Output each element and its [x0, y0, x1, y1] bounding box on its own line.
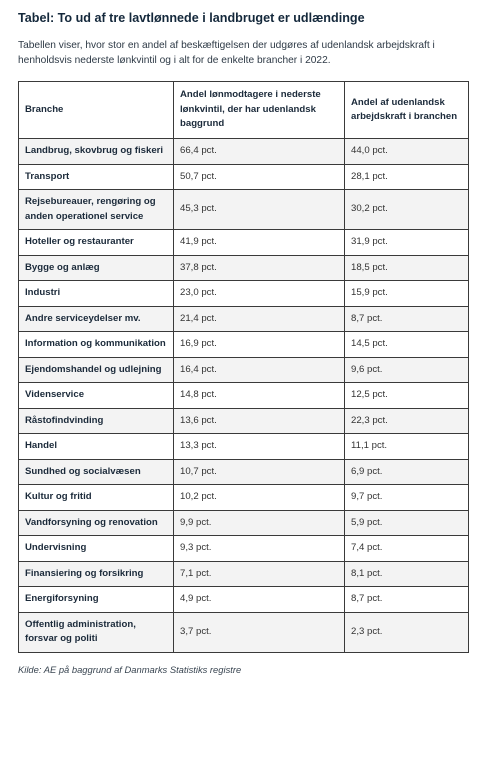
cell-share: 2,3 pct. [345, 612, 469, 652]
cell-branche: Ejendomshandel og udlejning [19, 357, 174, 383]
cell-lowest-quintile: 16,4 pct. [174, 357, 345, 383]
cell-lowest-quintile: 21,4 pct. [174, 306, 345, 332]
table-row [19, 281, 469, 307]
cell-share: 28,1 pct. [345, 164, 469, 190]
table-row [19, 230, 469, 256]
table-row [19, 510, 469, 536]
cell-lowest-quintile: 14,8 pct. [174, 383, 345, 409]
table-row [19, 434, 469, 460]
table-row [19, 561, 469, 587]
cell-lowest-quintile: 41,9 pct. [174, 230, 345, 256]
source-note: Kilde: AE på baggrund af Danmarks Statistiks registre [18, 663, 242, 675]
cell-branche: Information og kommunikation [19, 332, 174, 358]
cell-lowest-quintile: 10,2 pct. [174, 485, 345, 511]
table-row [19, 587, 469, 613]
cell-lowest-quintile: 45,3 pct. [174, 190, 345, 230]
cell-lowest-quintile: 9,9 pct. [174, 510, 345, 536]
cell-share: 14,5 pct. [345, 332, 469, 358]
table-row [19, 459, 469, 485]
table-row [19, 357, 469, 383]
cell-branche: Undervisning [19, 536, 174, 562]
column-header-share: Andel af udenlandsk arbejdskraft i branchen [345, 82, 469, 139]
cell-share: 31,9 pct. [345, 230, 469, 256]
cell-lowest-quintile: 50,7 pct. [174, 164, 345, 190]
table-row [19, 485, 469, 511]
cell-share: 15,9 pct. [345, 281, 469, 307]
cell-lowest-quintile: 13,6 pct. [174, 408, 345, 434]
cell-share: 6,9 pct. [345, 459, 469, 485]
table-row [19, 306, 469, 332]
cell-share: 22,3 pct. [345, 408, 469, 434]
cell-branche: Råstofindvinding [19, 408, 174, 434]
table-row [19, 255, 469, 281]
cell-share: 12,5 pct. [345, 383, 469, 409]
cell-branche: Kultur og fritid [19, 485, 174, 511]
cell-branche: Andre serviceydelser mv. [19, 306, 174, 332]
table-row [19, 139, 469, 165]
cell-lowest-quintile: 16,9 pct. [174, 332, 345, 358]
cell-branche: Transport [19, 164, 174, 190]
cell-share: 8,1 pct. [345, 561, 469, 587]
cell-share: 9,7 pct. [345, 485, 469, 511]
cell-share: 9,6 pct. [345, 357, 469, 383]
article-table-block [18, 10, 468, 675]
column-header-branche: Branche [19, 82, 174, 139]
cell-share: 18,5 pct. [345, 255, 469, 281]
cell-share: 30,2 pct. [345, 190, 469, 230]
cell-share: 8,7 pct. [345, 587, 469, 613]
cell-share: 11,1 pct. [345, 434, 469, 460]
column-header-lowest-quintile: Andel lønmodtagere i nederste lønkvintil, der har udenlandsk baggrund [174, 82, 345, 139]
table-row [19, 612, 469, 652]
cell-lowest-quintile: 66,4 pct. [174, 139, 345, 165]
table-row [19, 536, 469, 562]
cell-branche: Energiforsyning [19, 587, 174, 613]
cell-share: 5,9 pct. [345, 510, 469, 536]
table-title: Tabel: To ud af tre lavtlønnede i landbruget er udlændinge [18, 11, 365, 25]
cell-branche: Industri [19, 281, 174, 307]
table-description: Tabellen viser, hvor stor en andel af beskæftigelsen der udgøres af udenlandsk arbejdskraft i henholdsvis nederste lønkvintil og i alt for de enkelte brancher i 2022. [18, 40, 435, 66]
cell-lowest-quintile: 3,7 pct. [174, 612, 345, 652]
cell-branche: Hoteller og restauranter [19, 230, 174, 256]
table-body [19, 139, 469, 653]
cell-branche: Offentlig administration, forsvar og politi [19, 612, 174, 652]
cell-branche: Landbrug, skovbrug og fiskeri [19, 139, 174, 165]
cell-branche: Sundhed og socialvæsen [19, 459, 174, 485]
cell-lowest-quintile: 7,1 pct. [174, 561, 345, 587]
cell-branche: Handel [19, 434, 174, 460]
cell-branche: Vandforsyning og renovation [19, 510, 174, 536]
table-row [19, 383, 469, 409]
cell-branche: Rejsebureauer, rengøring og anden operationel service [19, 190, 174, 230]
cell-lowest-quintile: 10,7 pct. [174, 459, 345, 485]
table-row [19, 164, 469, 190]
cell-share: 44,0 pct. [345, 139, 469, 165]
cell-branche: Finansiering og forsikring [19, 561, 174, 587]
table-header-row [19, 82, 469, 139]
cell-branche: Bygge og anlæg [19, 255, 174, 281]
cell-share: 8,7 pct. [345, 306, 469, 332]
cell-lowest-quintile: 23,0 pct. [174, 281, 345, 307]
cell-lowest-quintile: 13,3 pct. [174, 434, 345, 460]
table-row [19, 190, 469, 230]
cell-lowest-quintile: 4,9 pct. [174, 587, 345, 613]
cell-lowest-quintile: 9,3 pct. [174, 536, 345, 562]
cell-share: 7,4 pct. [345, 536, 469, 562]
table-row [19, 332, 469, 358]
cell-branche: Videnservice [19, 383, 174, 409]
table-row [19, 408, 469, 434]
data-table [18, 81, 469, 653]
cell-lowest-quintile: 37,8 pct. [174, 255, 345, 281]
